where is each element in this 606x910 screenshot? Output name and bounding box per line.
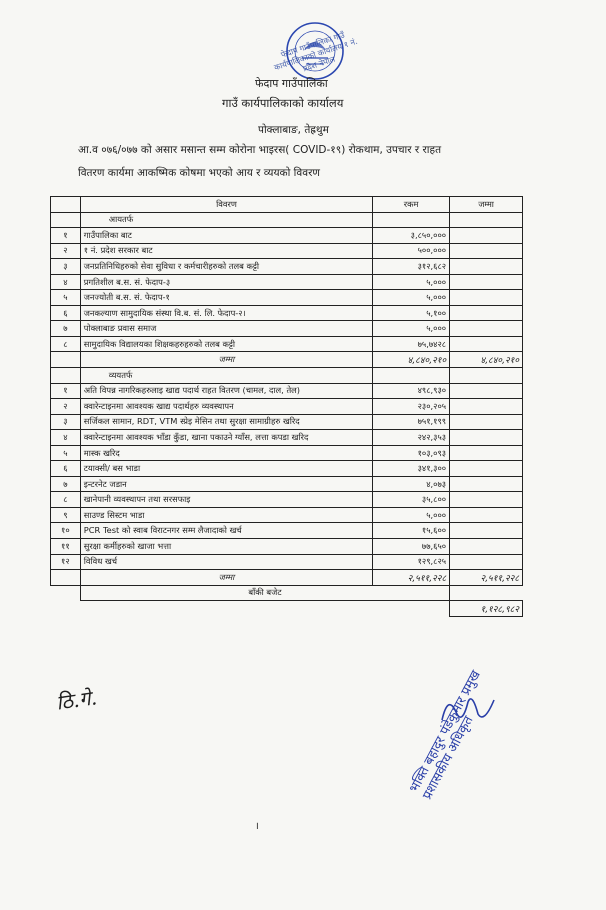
income-total: ४,८४०,२१० [450, 352, 523, 368]
balance-row [51, 585, 523, 601]
income-expense-table [50, 196, 523, 617]
table-row: ५ जनज्योती ब.स. सं. फेदाप-१ ५,००० [51, 290, 523, 306]
column-header-total: जम्मा [450, 197, 523, 213]
table-row: ४ क्वारेन्टाइनमा आवश्यक भाँडा कुँडा, खाना पकाउने ग्याँस, लत्ता कपडा खरिद २४२,३५३ [51, 430, 523, 446]
handwritten-initials: ठि.गे. [54, 685, 99, 715]
expense-total-row [51, 570, 523, 586]
table-row: ४ प्रगतिशील ब.स. सं. फेदाप-३ ५,००० [51, 274, 523, 290]
table-row: २ क्वारेन्टाइनमा आवश्यक खाद्य पदार्थहरु व्यवस्थापन २३०,२०५ [51, 399, 523, 415]
table-row: ३ सर्जिकल सामान, RDT, VTM स्प्रेइ मेसिन तथा सुरक्षा सामाग्रीहरु खरिद ७५१,१९९ [51, 414, 523, 430]
income-heading-row [51, 212, 523, 228]
table-row: ७ पोक्लाबाङ प्रवास समाज ५,००० [51, 321, 523, 337]
expense-total-amount: २,५११,२२८ [373, 570, 450, 586]
table-row: १० PCR Test को स्वाब विराटनगर सम्म लैजादाको खर्च १५,६०० [51, 523, 523, 539]
table-row: ९ साउण्ड सिस्टम भाडा ५,००० [51, 507, 523, 523]
column-header-sn [51, 197, 81, 213]
table-row: १ गाउँपालिका बाट ३,८५०,००० [51, 228, 523, 244]
table-row: २ १ नं. प्रदेश सरकार बाट ५००,००० [51, 243, 523, 259]
balance-label: बाँकी बजेट [80, 585, 449, 601]
income-total-label: जम्मा [80, 352, 372, 368]
document-title-line2: वितरण कार्यमा आकष्मिक कोषमा भएको आय र व्ययको विवरण [78, 167, 320, 179]
table-header-row [51, 197, 523, 213]
table-row: ६ टयाक्सी/ बस भाडा ३४१,३०० [51, 461, 523, 477]
table-row: १ अति विपन्न नागरिकहरुलाइ खाद्य पदार्थ राहत वितरण (चामल, दाल, तेल) ४९८,९३० [51, 383, 523, 399]
expense-total: २,५११,२२८ [450, 570, 523, 586]
income-total-row [51, 352, 523, 368]
expense-heading: व्ययतर्फ [80, 368, 372, 384]
income-total-amount: ४,८४०,२१० [373, 352, 450, 368]
office-subtitle: गाउँ कार्यपालिकाको कार्यालय [222, 96, 344, 110]
expense-total-label: जम्मा [80, 570, 372, 586]
page-mark: । [255, 821, 259, 832]
table-row: ११ सुरक्षा कर्मीहरुको खाजा भत्ता ७७,६५० [51, 539, 523, 555]
table-row: १२ विविध खर्च १२९,८२५ [51, 554, 523, 570]
column-header-description: विवरण [80, 197, 372, 213]
column-header-amount: रकम [373, 197, 450, 213]
balance-value-row [51, 601, 523, 617]
office-name: फेदाप गाउँपालिका [255, 77, 328, 90]
table-row: ५ मास्क खरिद १०३,०९३ [51, 445, 523, 461]
table-row: ६ जनकल्याण सामुदायिक संस्था वि.ब. सं. लि. फेदाप-२। ५,१०० [51, 305, 523, 321]
table-row: ३ जनप्रतिनिधिहरुको सेवा सुविधा र कर्मचारीहरुको तलब कट्टी ३१२,६८२ [51, 259, 523, 275]
official-signature-stamp: भक्ति बहादुर पंडेकुमार प्रमुख प्रशासकीय अधिकृत [406, 668, 484, 803]
table-row: ७ इन्टरनेट जडान ४,०७३ [51, 476, 523, 492]
table-row: ८ खानेपानी व्यवस्थापन तथा सरसफाइ ३५,८०० [51, 492, 523, 508]
expense-heading-row [51, 368, 523, 384]
document-title-line1: आ.व ०७६/०७७ को असार मसान्त सम्म कोरोना भाइरस( COVID-१९) रोकथाम, उपचार र राहत [78, 144, 442, 156]
balance-amount: १,१२८,९८२ [450, 601, 523, 617]
stamp-seal-text: फेदाप गाउँपालिका गाउँ कार्यपालिकाको कार्यालय १ नं. प्रदेश नेपाल [272, 30, 359, 74]
office-address: पोक्लाबाङ, तेह्रथुम [258, 124, 329, 136]
table-row: ८ सामुदायिक विद्यालयका शिक्षकहरुहरुको तलब कट्टी ७५,७४२८ [51, 336, 523, 352]
income-heading: आयतर्फ [80, 212, 372, 228]
